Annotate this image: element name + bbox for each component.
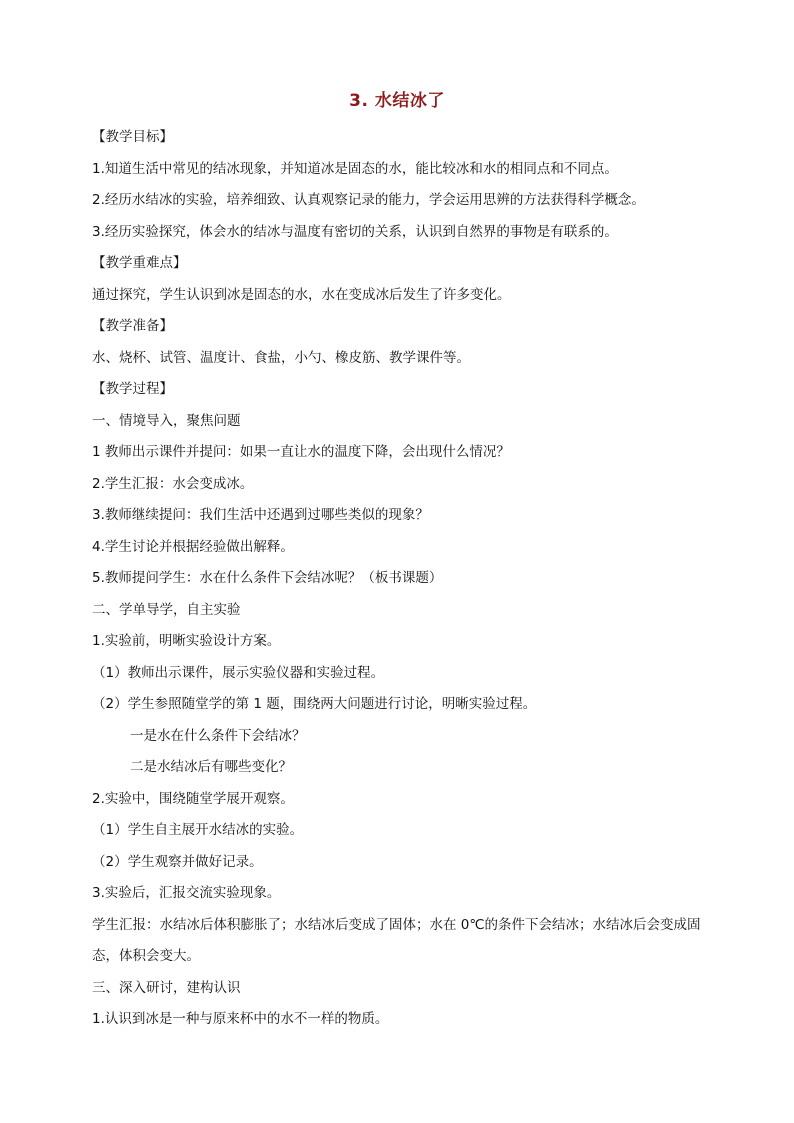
process-step: 4.学生讨论并根据经验做出解释。 [92,538,294,555]
process-step: 2.学生汇报：水会变成冰。 [92,475,254,492]
process-substep: （2）学生参照随堂学的第 1 题，围绕两大问题进行讨论，明晰实验过程。 [92,696,537,712]
process-step: 3.教师继续提问：我们生活中还遇到过哪些类似的现象？ [92,507,429,523]
section-heading-process: 【教学过程】 [92,381,173,397]
preparation-text: 水、烧杯、试管、温度计、食盐，小勺、橡皮筋、教学课件等。 [92,349,470,366]
part-one-heading: 一、情境导入，聚焦问题 [92,412,241,429]
section-heading-preparation: 【教学准备】 [92,318,173,334]
goal-item-3: 3.经历实验探究，体会水的结冰与温度有密切的关系，认识到自然界的事物是有联系的。 [92,223,618,240]
part-three-heading: 三、深入研讨，建构认识 [92,979,241,996]
process-substep: （1）教师出示课件，展示实验仪器和实验过程。 [92,664,385,681]
process-step: 3.实验后，汇报交流实验现象。 [92,885,281,901]
goal-item-1: 1.知道生活中常见的结冰现象，并知道冰是固态的水，能比较冰和水的相同点和不同点。 [92,160,618,177]
student-report-paragraph: 学生汇报：水结冰后体积膨胀了；水结冰后变成了固体；水在 0℃的条件下会结冰；水结冰后会变成固态，体积会变大。 [92,916,701,964]
document-body [92,127,712,1041]
process-step: 5.教师提问学生：水在什么条件下会结冰呢？（板书课题） [92,570,443,586]
section-heading-key-points: 【教学重难点】 [92,255,187,271]
process-step: 1 教师出示课件并提问：如果一直让水的温度下降，会出现什么情况？ [92,444,510,460]
key-points-text: 通过探究，学生认识到冰是固态的水，水在变成冰后发生了许多变化。 [92,286,511,303]
process-step: 1.实验前，明晰实验设计方案。 [92,633,281,649]
process-substep: （2）学生观察并做好记录。 [92,853,263,870]
part-two-heading: 二、学单导学，自主实验 [92,601,241,618]
discussion-question: 二是水结冰后有哪些变化？ [130,759,292,775]
process-substep: （1）学生自主展开水结冰的实验。 [92,822,304,838]
process-step: 2.实验中，围绕随堂学展开观察。 [92,790,294,807]
document-title: 3. 水结冰了 [349,91,445,111]
goal-item-2: 2.经历水结冰的实验，培养细致、认真观察记录的能力，学会运用思辨的方法获得科学概念。 [92,192,645,208]
discussion-question: 一是水在什么条件下会结冰？ [130,727,306,744]
section-heading-goals: 【教学目标】 [92,129,173,145]
process-step: 1.认识到冰是一种与原来杯中的水不一样的物质。 [92,1011,389,1027]
